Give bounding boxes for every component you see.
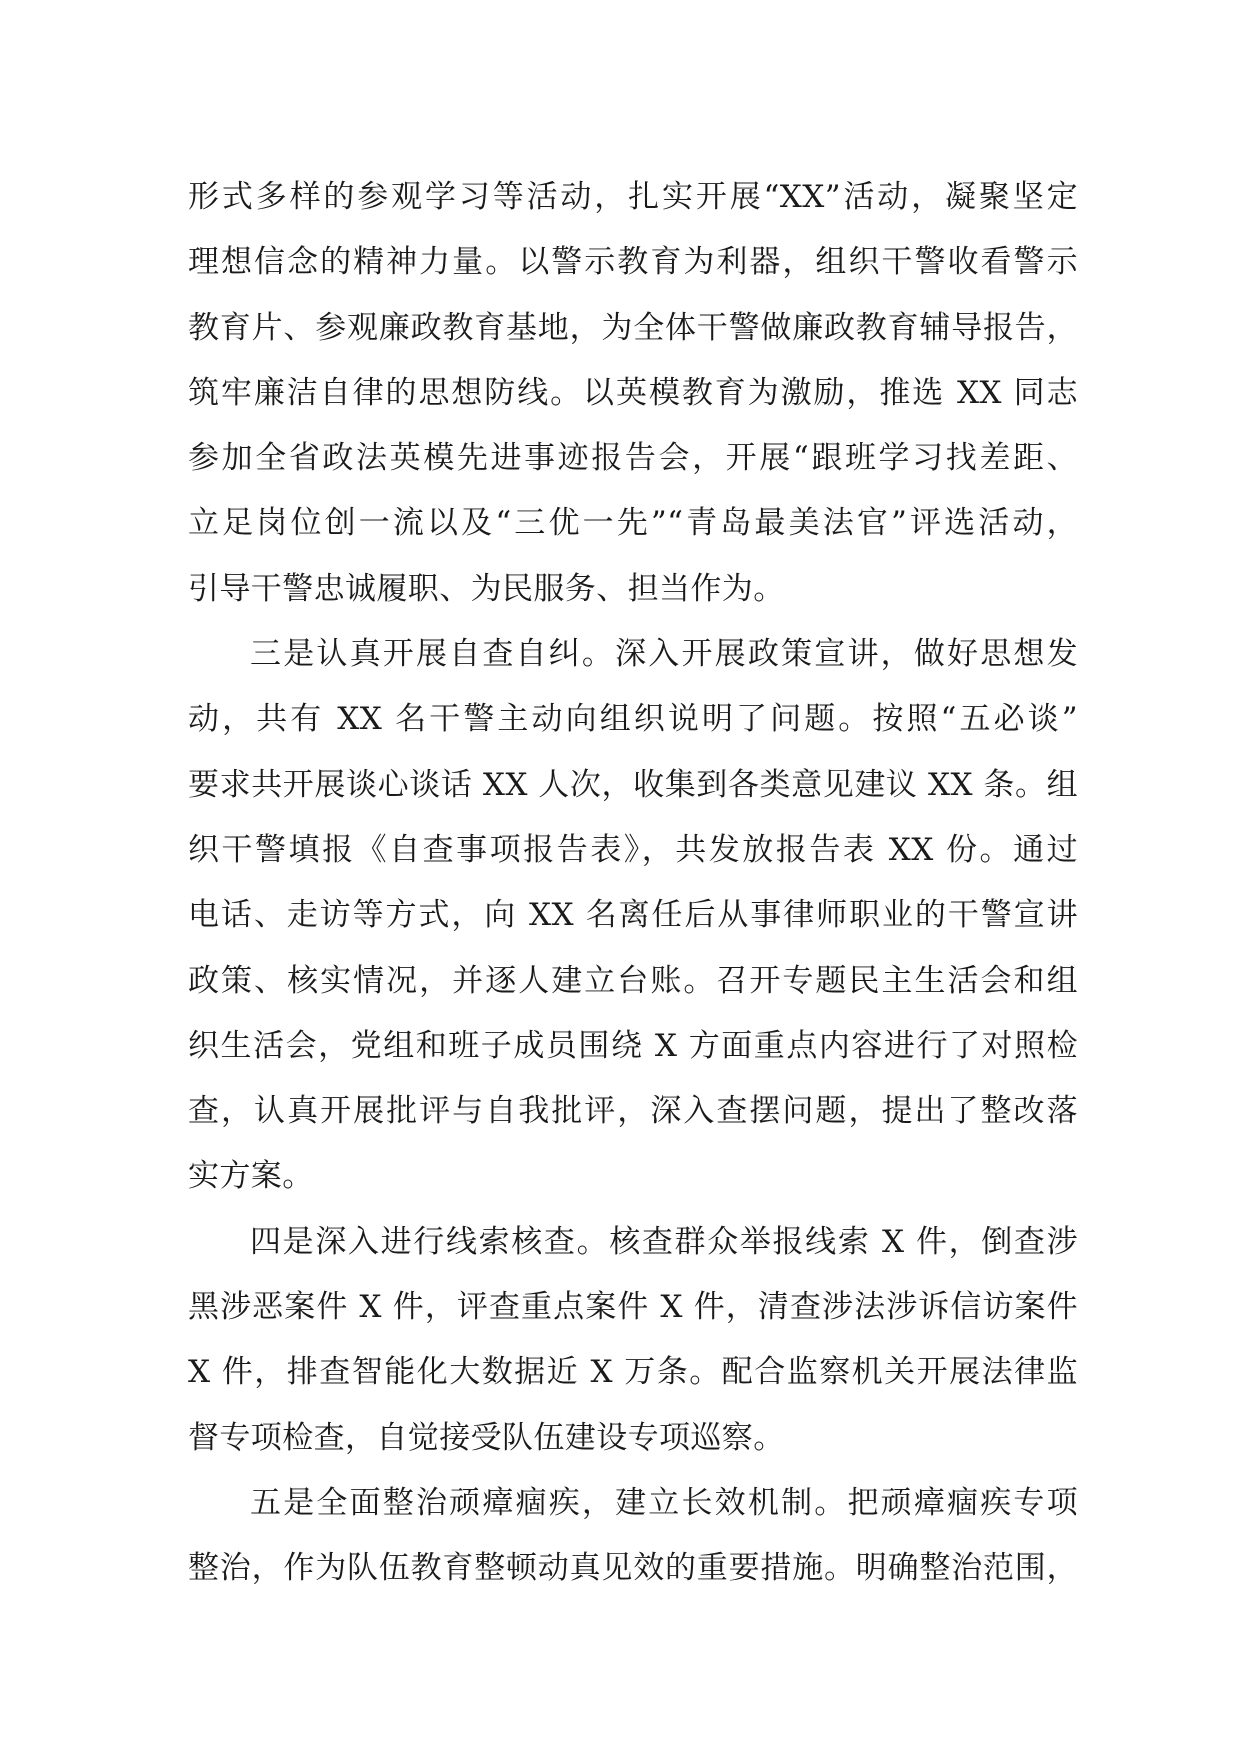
text-line: 电话、走访等方式，向 XX 名离任后从事律师职业的干警宣讲 xyxy=(188,897,1078,934)
text-line: 三是认真开展自查自纠。深入开展政策宣讲，做好思想发 xyxy=(250,636,1078,673)
text-line: 引导干警忠诚履职、为民服务、担当作为。 xyxy=(188,570,785,607)
text-line: 参加全省政法英模先进事迹报告会，开展“跟班学习找差距、 xyxy=(188,440,1078,477)
text-line: X 件，排查智能化大数据近 X 万条。配合监察机关开展法律监 xyxy=(188,1354,1078,1391)
paragraph-2 xyxy=(188,622,1078,1210)
text-line: 形式多样的参观学习等活动，扎实开展“XX”活动，凝聚坚定 xyxy=(188,179,1078,215)
text-line: 织干警填报《自查事项报告表》，共发放报告表 XX 份。通过 xyxy=(188,831,1078,868)
text-line: 筑牢廉洁自律的思想防线。以英模教育为激励，推选 XX 同志 xyxy=(188,374,1078,411)
paragraph-3 xyxy=(188,1210,1078,1471)
text-line: 督专项检查，自觉接受队伍建设专项巡察。 xyxy=(188,1419,785,1456)
text-line: 实方案。 xyxy=(188,1158,314,1195)
text-line: 动，共有 XX 名干警主动向组织说明了问题。按照“五必谈” xyxy=(188,701,1078,738)
text-line: 要求共开展谈心谈话 XX 人次，收集到各类意见建议 XX 条。组 xyxy=(188,766,1078,803)
paragraph-4 xyxy=(188,1471,1078,1602)
text-line: 黑涉恶案件 X 件，评查重点案件 X 件，清查涉法涉诉信访案件 xyxy=(188,1289,1078,1326)
text-line: 政策、核实情况，并逐人建立台账。召开专题民主生活会和组 xyxy=(188,962,1078,999)
text-line: 整治，作为队伍教育整顿动真见效的重要措施。明确整治范围， xyxy=(188,1550,1078,1587)
text-line: 五是全面整治顽瘴痼疾，建立长效机制。把顽瘴痼疾专项 xyxy=(250,1484,1078,1521)
text-line: 四是深入进行线索核查。核查群众举报线索 X 件，倒查涉 xyxy=(250,1223,1078,1260)
text-line: 织生活会，党组和班子成员围绕 X 方面重点内容进行了对照检 xyxy=(188,1027,1078,1064)
text-line: 理想信念的精神力量。以警示教育为利器，组织干警收看警示 xyxy=(188,244,1078,281)
text-line: 查，认真开展批评与自我批评，深入查摆问题，提出了整改落 xyxy=(188,1093,1078,1130)
paragraph-1 xyxy=(188,165,1078,622)
text-line: 立足岗位创一流以及“三优一先”“青岛最美法官”评选活动， xyxy=(188,505,1078,542)
body-text xyxy=(188,165,1078,1602)
text-line: 教育片、参观廉政教育基地，为全体干警做廉政教育辅导报告， xyxy=(188,309,1078,346)
